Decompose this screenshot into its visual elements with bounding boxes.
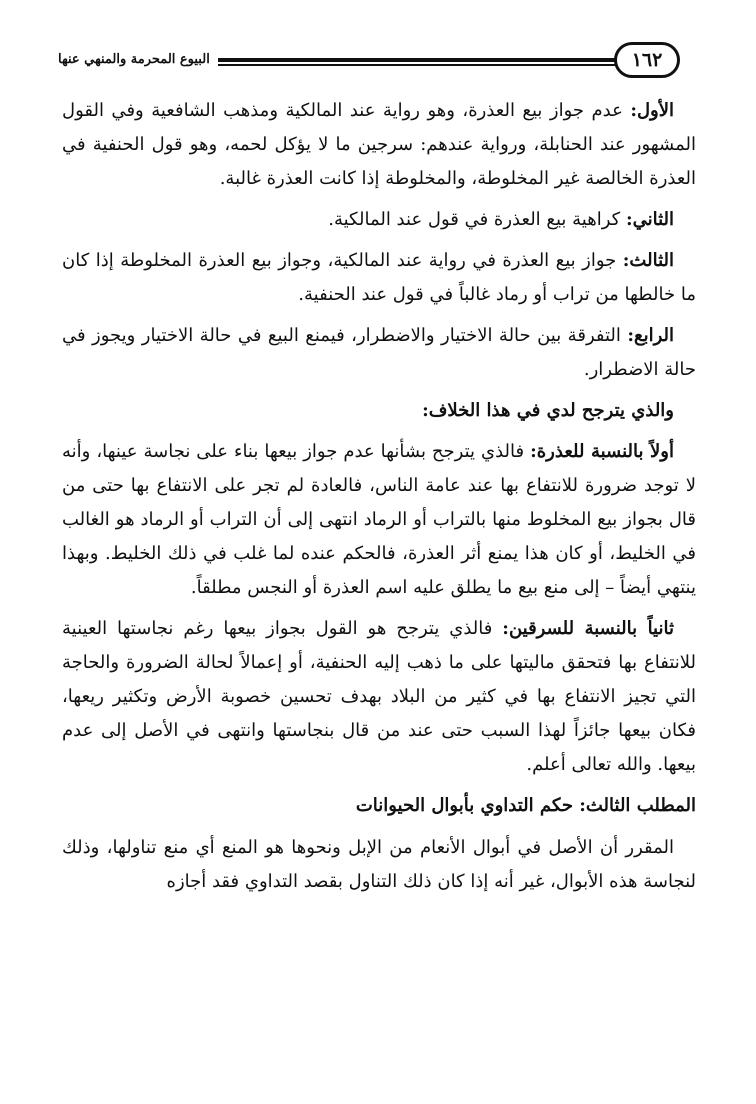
paragraph-second-preference xyxy=(62,612,696,782)
paragraph-preference-intro xyxy=(62,394,696,428)
paragraph-third xyxy=(62,244,696,312)
running-title: البيوع المحرمة والمنهي عنها xyxy=(58,52,210,67)
header-rule-thin xyxy=(218,64,618,66)
paragraph-second xyxy=(62,203,696,237)
paragraph-label: الثالث: xyxy=(622,250,674,271)
paragraph-label: الثاني: xyxy=(625,209,674,230)
paragraph-fourth xyxy=(62,319,696,387)
paragraph-text: عدم جواز بيع العذرة، وهو رواية عند المالكية ومذهب الشافعية وفي القول المشهور عند الحنابلة، ورواية عندهم: سرجين ما لا يؤكل لحمه، وهو قول الحنفية في العذرة الخالصة غير المخلوطة، والمخلوطة إذا كانت العذرة غالبة. xyxy=(62,100,696,189)
paragraph-final: المقرر أن الأصل في أبوال الأنعام من الإبل ونحوها هو المنع أي منع تناولها، وذلك لنجاسة هذه الأبوال، غير أنه إذا كان ذلك التناول بقصد التداوي فقد أجازه xyxy=(62,837,696,892)
paragraph-label: والذي يترجح لدي في هذا الخلاف: xyxy=(422,400,674,421)
paragraph-first xyxy=(62,94,696,196)
paragraph-text: فالذي يترجح بشأنها عدم جواز بيعها بناء على نجاسة عينها، وأنه لا توجد ضرورة للانتفاع بها عند عامة الناس، فالعادة لم تجر على الانتفاع بها حتى من قال بجواز بيع المخلوط منها بالتراب أو الرماد انتهى إلى أن التراب أو الرماد هو الغالب في الخليط، أو كان هذا يمنع أثر العذرة، فالحكم عنده لما غلب في ذلك الخليط. وبهذا ينتهي أيضاً – إلى منع بيع ما يطلق عليه اسم العذرة أو النجس مطلقاً. xyxy=(62,441,696,598)
header-rule xyxy=(218,58,618,67)
paragraph-text: جواز بيع العذرة في رواية عند المالكية، وجواز بيع العذرة المخلوطة إذا كان ما خالطها من تراب أو رماد غالباً في قول عند الحنفية. xyxy=(62,250,696,305)
paragraph-label: أولاً بالنسبة للعذرة: xyxy=(530,441,674,462)
paragraph-label: الأول: xyxy=(630,100,674,121)
page-number-badge xyxy=(614,42,680,78)
page-header xyxy=(58,42,698,90)
paragraph-label: ثانياً بالنسبة للسرقين: xyxy=(502,618,674,639)
page-body xyxy=(62,94,696,906)
paragraph-text: فالذي يترجح هو القول بجواز بيعها رغم نجاستها العينية للانتفاع بها فتحقق ماليتها على ما ذهب إليه الحنفية، أو إعمالاً لحالة الضرورة والحاجة التي تجيز الانتفاع بها في كثير من البلاد بهدف تحسين خصوبة الأرض وتكثير ريعها، فكان بيعها جائزاً لهذا السبب حتى عند من قال بنجاستها وانتهى في الأصل إلى عدم بيعها. والله تعالى أعلم. xyxy=(62,618,696,775)
section-heading: المطلب الثالث: حكم التداوي بأبوال الحيوانات xyxy=(355,795,696,816)
header-rule-thick xyxy=(218,58,618,62)
paragraph-text: التفرقة بين حالة الاختيار والاضطرار، فيمنع البيع في حالة الاختيار ويجوز في حالة الاضطرار. xyxy=(62,325,696,380)
paragraph-label: الرابع: xyxy=(627,325,674,346)
paragraph-first-preference xyxy=(62,435,696,605)
paragraph-text: كراهية بيع العذرة في قول عند المالكية. xyxy=(328,209,626,230)
page-number: ١٦٢ xyxy=(631,49,663,71)
